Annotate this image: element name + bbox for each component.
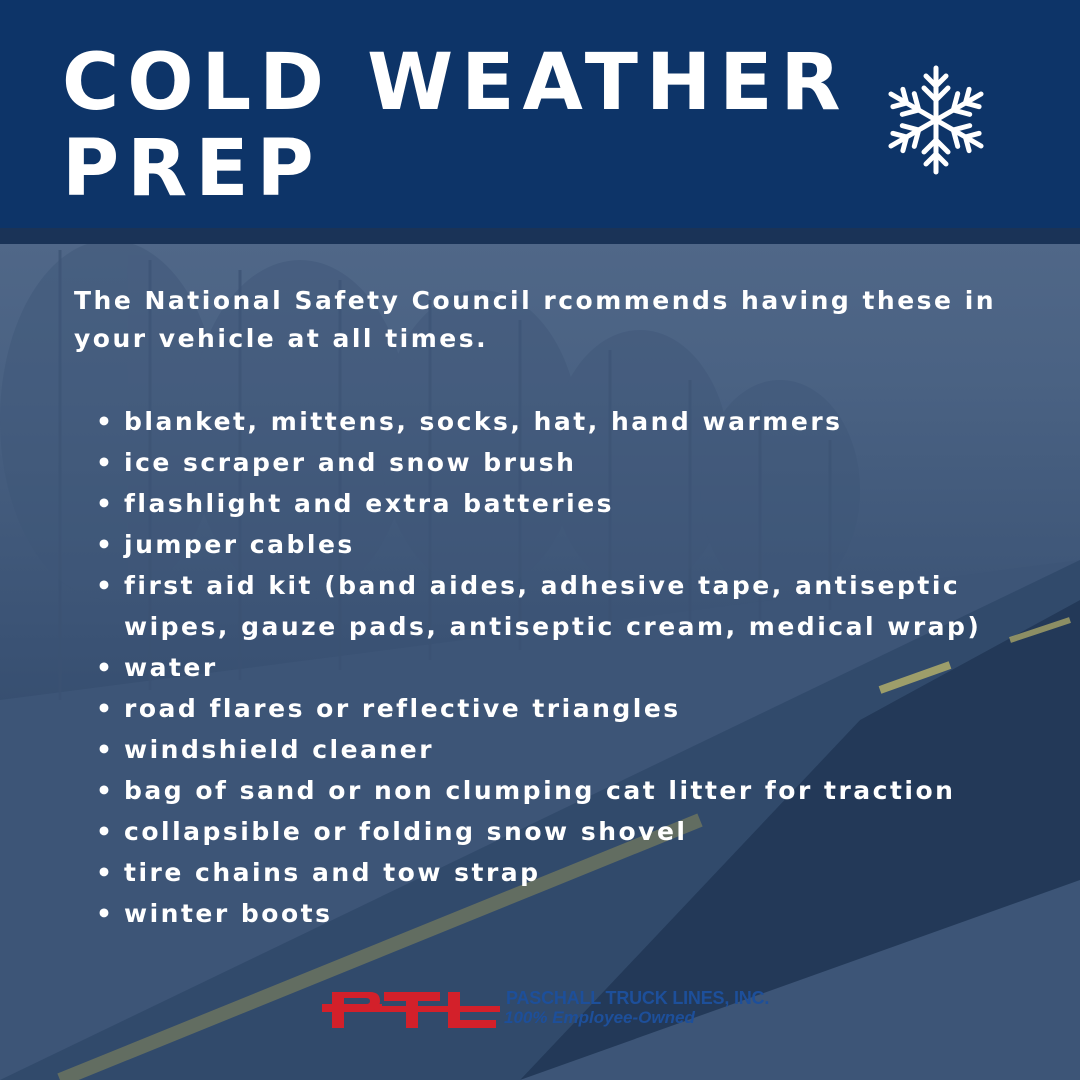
list-item-text: water <box>124 653 218 682</box>
bullet: • <box>96 694 115 723</box>
bullet: • <box>96 899 115 928</box>
list-item-text: tire chains and tow strap <box>124 858 541 887</box>
list-item-text: winter boots <box>124 899 333 928</box>
company-logo <box>322 988 770 1032</box>
list-item <box>96 688 1056 729</box>
ptl-logo-mark <box>322 990 500 1030</box>
company-tagline: 100% Employee-Owned <box>504 1008 695 1027</box>
bullet: • <box>96 735 115 764</box>
bullet: • <box>96 530 115 559</box>
list-item <box>96 729 1056 770</box>
list-item <box>96 401 1056 442</box>
snowflake-icon <box>880 64 992 176</box>
list-item-text: jumper cables <box>124 530 355 559</box>
company-name: PASCHALL TRUCK LINES, INC. <box>506 988 770 1008</box>
list-item <box>96 565 1056 647</box>
list-item <box>96 770 1056 811</box>
intro-text: The National Safety Council rcommends having these in your vehicle at all times. <box>74 286 997 353</box>
list-item-text: bag of sand or non clumping cat litter for traction <box>124 776 956 805</box>
list-item-text: collapsible or folding snow shovel <box>124 817 688 846</box>
list-item-text: first aid kit (band aides, adhesive tape, antiseptic wipes, gauze pads, antiseptic cream, medical wrap) <box>124 571 982 641</box>
list-item <box>96 647 1056 688</box>
header-divider <box>0 228 1080 244</box>
bullet: • <box>96 817 115 846</box>
list-item-text: flashlight and extra batteries <box>124 489 615 518</box>
bullet: • <box>96 858 115 887</box>
list-item <box>96 483 1056 524</box>
list-item-text: road flares or reflective triangles <box>124 694 681 723</box>
page-title <box>62 40 862 212</box>
list-item <box>96 442 1056 483</box>
title-line-2: PREP <box>62 124 322 214</box>
list-item-text: blanket, mittens, socks, hat, hand warmers <box>124 407 843 436</box>
list-item <box>96 811 1056 852</box>
bullet: • <box>96 653 115 682</box>
bullet: • <box>96 776 115 805</box>
bullet: • <box>96 571 115 600</box>
bullet: • <box>96 489 115 518</box>
list-item <box>96 893 1056 934</box>
bullet: • <box>96 407 115 436</box>
bullet: • <box>96 448 115 477</box>
list-item <box>96 524 1056 565</box>
title-line-1: COLD WEATHER <box>62 38 849 128</box>
supply-list <box>96 401 1056 934</box>
list-item-text: windshield cleaner <box>124 735 435 764</box>
list-item-text: ice scraper and snow brush <box>124 448 577 477</box>
list-item <box>96 852 1056 893</box>
